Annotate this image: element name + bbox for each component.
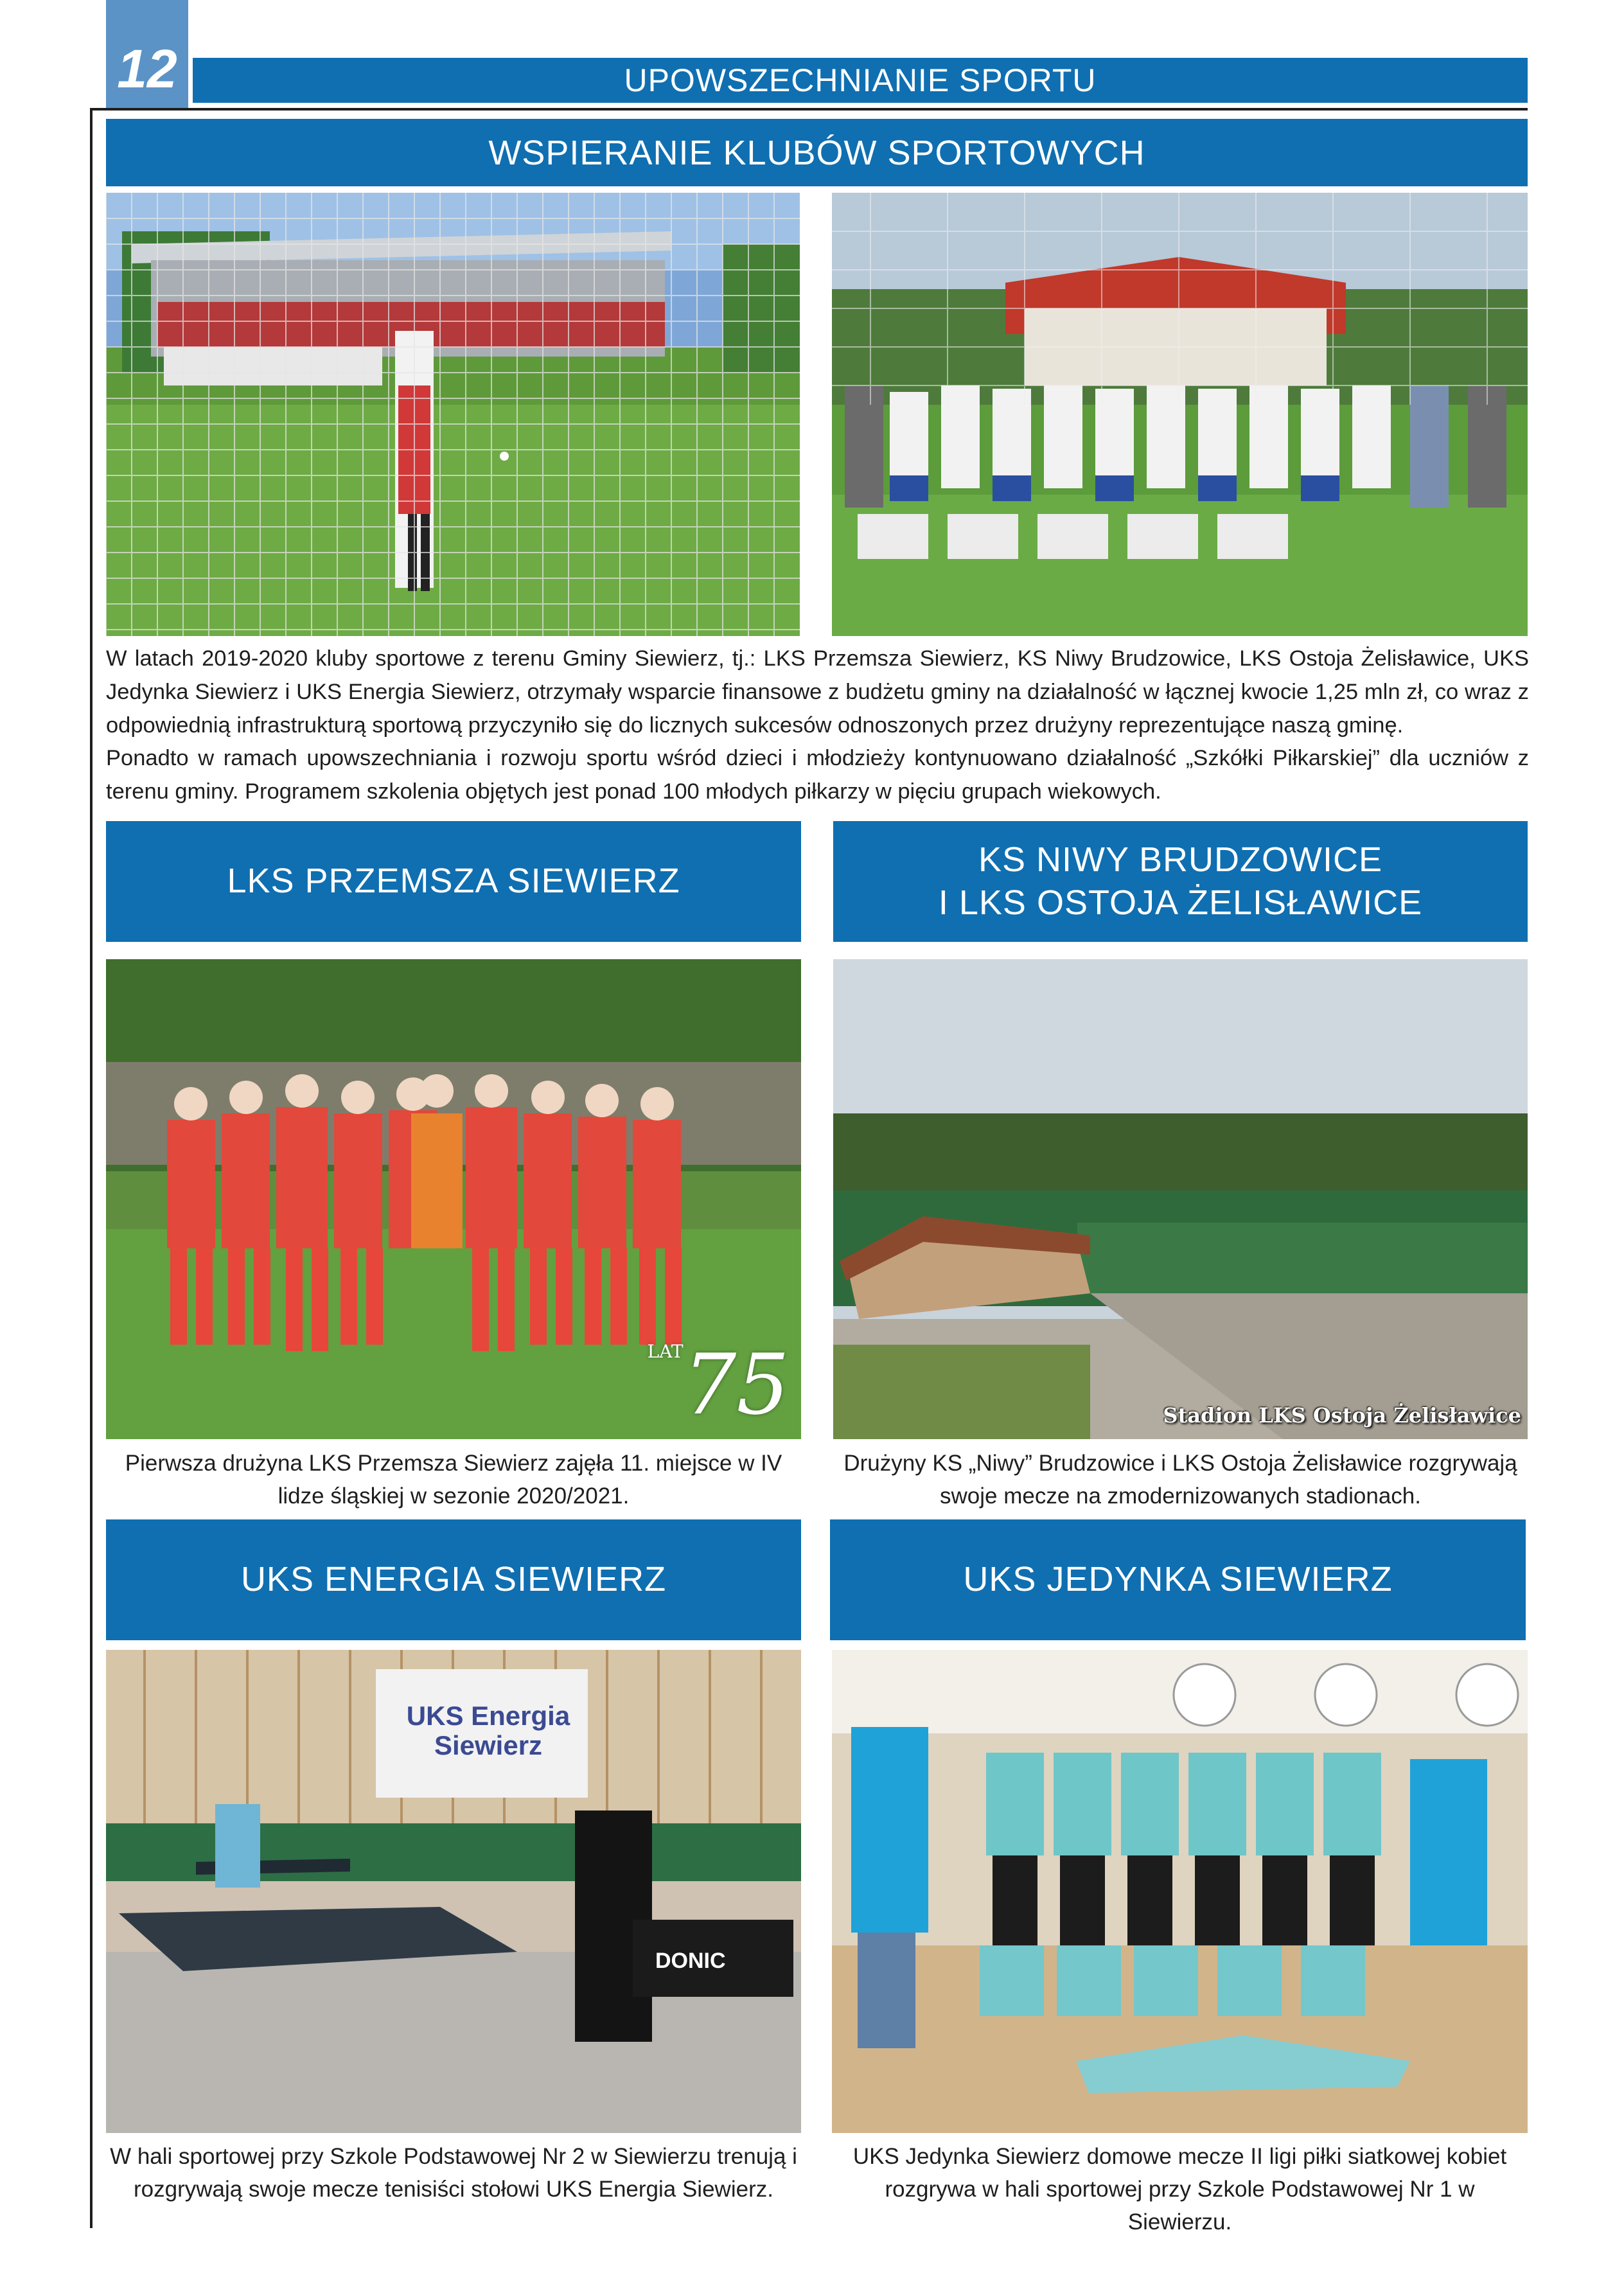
photo-team-brudzowice <box>832 193 1528 636</box>
stadium-photo-label: Stadion LKS Ostoja Żelisławice <box>1163 1403 1521 1428</box>
logo-75-years: $^{LAT}$75 <box>647 1336 790 1433</box>
heading-niwy-line2: I LKS OSTOJA ŻELISŁAWICE <box>938 883 1423 922</box>
heading-niwy-line1: KS NIWY BRUDZOWICE <box>978 840 1383 879</box>
page-header: UPOWSZECHNIANIE SPORTU <box>193 58 1528 103</box>
page-number: 12 <box>106 0 188 108</box>
donic-brand-text: DONIC <box>655 1949 726 1973</box>
caption-niwy: Drużyny KS „Niwy” Brudzowice i LKS Ostoja Żelisławice rozgrywają swoje mecze na zmodernizowanych stadionach. <box>843 1451 1517 1509</box>
intro-paragraph-2: Ponadto w ramach upowszechniania i rozwoju sportu wśród dzieci i młodzieży kontynuowano działalność „Szkółki Piłkarskiej” dla uczniów z terenu gminy. Programem szkolenia objętych jest ponad 100 młodych piłkarzy w pięciu grupach wiekowych. <box>106 746 1529 804</box>
intro-text <box>106 642 1529 809</box>
section-title: WSPIERANIE KLUBÓW SPORTOWYCH <box>106 119 1528 186</box>
heading-niwy-ostoja <box>833 821 1528 942</box>
photo-volleyball-team <box>832 1650 1528 2133</box>
heading-jedynka: UKS JEDYNKA SIEWIERZ <box>830 1519 1526 1640</box>
photo-table-tennis <box>106 1650 801 2133</box>
photo-ostoja-stadium <box>833 959 1528 1439</box>
intro-paragraph-1: W latach 2019-2020 kluby sportowe z terenu Gminy Siewierz, tj.: LKS Przemsza Siewierz, KS Niwy Brudzowice, LKS Ostoja Żelisławice, UKS Jedynka Siewierz i UKS Energia Siewierz, otrzymały wsparcie finansowe z budżetu gminy na działalność w łącznej kwocie 1,25 mln zł, co wraz z odpowiednią infrastrukturą sportową przyczyniło się do licznych sukcesów odnoszonych przez drużyny reprezentujące naszą gminę. <box>106 646 1529 738</box>
heading-przemsza: LKS PRZEMSZA SIEWIERZ <box>106 821 801 942</box>
uks-energia-banner: UKS Energia Siewierz <box>406 1701 570 1761</box>
photo-przemsza-team <box>106 959 801 1439</box>
caption-jedynka: UKS Jedynka Siewierz domowe mecze II ligi piłki siatkowej kobiet rozgrywa w hali sportowej przy Szkole Podstawowej Nr 1 w Siewierzu. <box>852 2144 1507 2235</box>
caption-energia: W hali sportowej przy Szkole Podstawowej Nr 2 w Siewierzu trenują i rozgrywają swoje mecze tenisiści stołowi UKS Energia Siewierz. <box>110 2144 797 2202</box>
photo-goalkeeper <box>106 193 800 636</box>
frame-left-divider <box>90 108 93 2228</box>
heading-energia: UKS ENERGIA SIEWIERZ <box>106 1519 801 1640</box>
caption-przemsza: Pierwsza drużyna LKS Przemsza Siewierz zajęła 11. miejsce w IV lidze śląskiej w sezonie 2020/2021. <box>125 1451 782 1509</box>
frame-top-divider <box>90 108 1528 111</box>
